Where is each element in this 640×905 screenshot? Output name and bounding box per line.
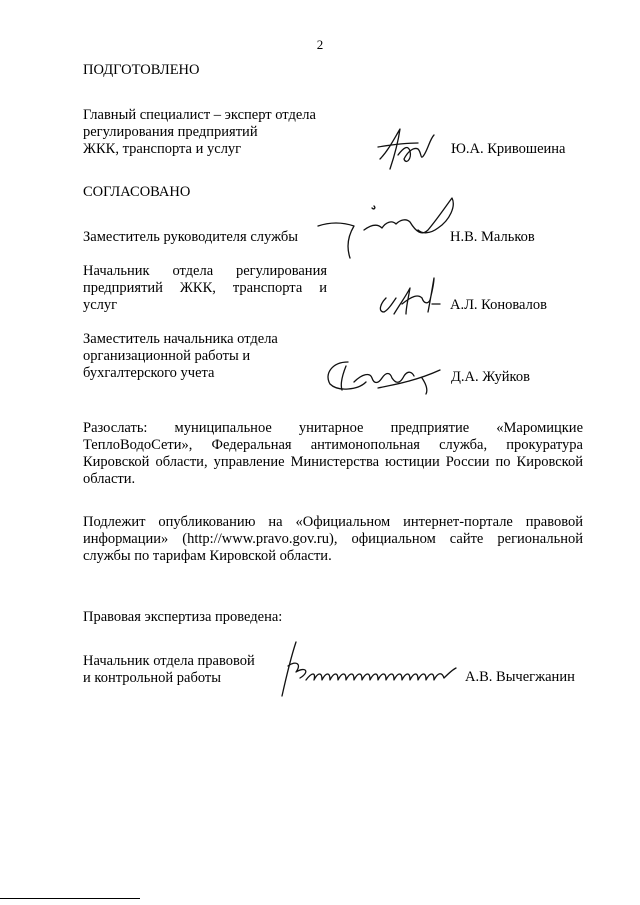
signature-malkov bbox=[312, 192, 462, 262]
signer-2-name: А.Л. Коновалов bbox=[450, 297, 547, 313]
signer-1-position bbox=[83, 229, 323, 246]
signature-vychegzhanin bbox=[266, 636, 462, 702]
position-line: организационной работы и bbox=[83, 348, 251, 364]
prepared-position bbox=[83, 107, 383, 158]
signer-3-position bbox=[83, 331, 327, 382]
agreed-heading: СОГЛАСОВАНО bbox=[83, 184, 191, 200]
signer-3-name: Д.А. Жуйков bbox=[451, 369, 530, 385]
position-line: предприятий ЖКК, транспорта и bbox=[83, 280, 327, 296]
prepared-name: Ю.А. Кривошеина bbox=[451, 141, 566, 157]
position-line: Главный специалист – эксперт отдела bbox=[83, 107, 316, 123]
position-line: Заместитель начальника отдела bbox=[83, 331, 278, 347]
position-line: ЖКК, транспорта и услуг bbox=[83, 141, 242, 157]
position-line: и контрольной работы bbox=[83, 670, 221, 686]
prepared-heading: ПОДГОТОВЛЕНО bbox=[83, 62, 200, 78]
legal-review-heading: Правовая экспертиза проведена: bbox=[83, 609, 283, 625]
position-line: Начальник отдела регулирования bbox=[83, 263, 327, 279]
position-line: регулирования предприятий bbox=[83, 124, 258, 140]
position-line: бухгалтерского учета bbox=[83, 365, 215, 381]
legal-review-position bbox=[83, 653, 283, 687]
signature-zhuykov bbox=[318, 354, 450, 398]
legal-review-name: А.В. Вычегжанин bbox=[465, 669, 575, 685]
position-line: услуг bbox=[83, 297, 118, 313]
signature-krivosheina bbox=[374, 125, 446, 175]
page-number: 2 bbox=[316, 37, 324, 52]
distribution-paragraph: Разослать: муниципальное унитарное предприятие «Маромицкие ТеплоВодоСети», Федеральная антимонопольная служба, прокуратура Кировской области, управление Министерства юстиции России по Кировской области. bbox=[83, 420, 583, 487]
signer-2-position bbox=[83, 263, 327, 314]
publication-paragraph: Подлежит опубликованию на «Официальном интернет-портале правовой информации» (http://www.pravo.gov.ru), официальном сайте региональной службы по тарифам Кировской области. bbox=[83, 514, 583, 564]
signer-1-name: Н.В. Мальков bbox=[450, 229, 535, 245]
position-line: Начальник отдела правовой bbox=[83, 653, 255, 669]
position-line: Заместитель руководителя службы bbox=[83, 229, 299, 245]
signature-konovalov bbox=[372, 274, 444, 320]
footer-rule bbox=[0, 898, 140, 899]
